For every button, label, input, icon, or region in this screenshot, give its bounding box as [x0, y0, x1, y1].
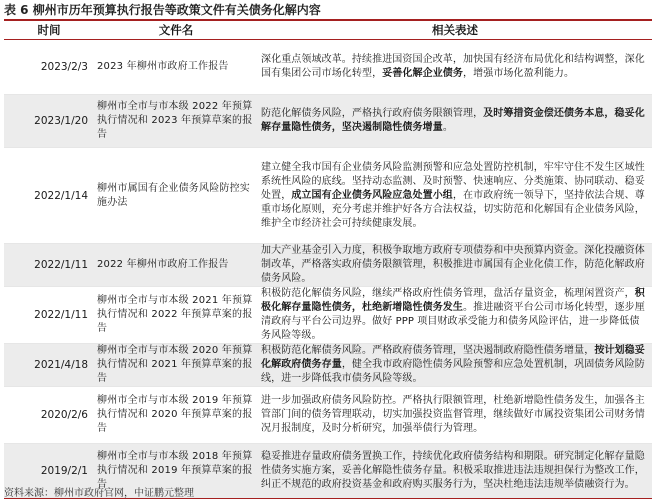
table-row	[4, 344, 652, 387]
table-header-row	[4, 20, 652, 40]
emphasis-text: 积极化解存量隐性债务，杜绝新增隐性债务发生	[261, 288, 645, 313]
row-desc	[258, 244, 652, 287]
row-desc	[258, 95, 652, 148]
row-doc: 柳州市全市与市本级 2022 年预算执行情况和 2023 年预算草案的报告	[94, 95, 258, 148]
row-desc	[258, 444, 652, 499]
row-doc: 柳州市全市与市本级 2020 年预算执行情况和 2021 年预算草案的报告	[94, 344, 258, 387]
source-note: 资料来源：柳州市政府官网，中证鹏元整理	[4, 488, 194, 499]
header-desc: 相关表述	[258, 20, 652, 40]
table-row	[4, 95, 652, 148]
header-doc: 文件名	[94, 20, 258, 40]
desc-text: ，健全我市政府隐性债务风险预警和应急处置机制，巩固债务风险防线，进一步降低我市债务风险等级。	[261, 359, 645, 384]
row-date: 2021/4/18	[4, 344, 94, 387]
row-doc: 2023 年柳州市政府工作报告	[94, 40, 258, 95]
desc-text: ，在市政府统一领导下，坚持依法合规、尊重市场化原则，充分考虑并维护好各方合法权益，切实防范和化解国有企业债务风险，维护全市经济社会可持续健康发展。	[261, 189, 645, 229]
table-title: 表 6 柳州市历年预算执行报告等政策文件有关债务化解内容	[4, 3, 321, 17]
desc-text: ，增强市场化盈利能力。	[463, 68, 575, 79]
desc-text: 。	[442, 122, 453, 133]
row-date: 2019/2/1	[4, 444, 94, 499]
header-time: 时间	[4, 20, 94, 40]
table-row	[4, 244, 652, 287]
row-doc: 柳州市全市与市本级 2018 年预算执行情况和 2019 年预算草案的报告	[94, 444, 258, 499]
row-desc	[258, 344, 652, 387]
emphasis-text: 成立国有企业债务风险应急处置小组	[291, 189, 453, 201]
row-desc	[258, 287, 652, 344]
desc-text: 防范化解债务风险，严格执行政府债务限额管理，	[261, 108, 484, 119]
desc-text: 建立健全我市国有企业债务风险监测预警和应急处置防控机制，牢牢守住不发生区域性系统性风险的底线。坚持动态监测、及时预警、快速响应、分类施策、协同联动、稳妥处置，	[261, 161, 645, 201]
emphasis-text: 及时筹措资金偿还债务本息，稳妥化解存量隐性债务，坚决遏制隐性债务增量	[261, 108, 645, 133]
table-row	[4, 287, 652, 344]
emphasis-text: 妥善化解企业债务	[382, 68, 464, 79]
table-row	[4, 148, 652, 244]
desc-text: 深化重点领域改革。持续推进国资国企改革，加快国有经济布局优化和结构调整，深化国有集团公司市场化转型，	[261, 54, 645, 79]
row-date: 2023/2/3	[4, 40, 94, 95]
desc-text: 。推进融资平台公司市场化转型，逐步厘清政府与平台公司边界。做好 PPP 项目财政承受能力和债务风险评估，进一步降低债务风险等级。	[261, 302, 645, 341]
row-date: 2023/1/20	[4, 95, 94, 148]
row-doc: 柳州市属国有企业债务风险防控实施办法	[94, 148, 258, 244]
row-date: 2020/2/6	[4, 387, 94, 444]
row-desc	[258, 387, 652, 444]
row-doc: 2022 年柳州市政府工作报告	[94, 244, 258, 287]
row-doc: 柳州市全市与市本级 2019 年预算执行情况和 2020 年预算草案的报告	[94, 387, 258, 444]
table-row	[4, 40, 652, 95]
table-row	[4, 387, 652, 444]
row-desc	[258, 148, 652, 244]
row-date: 2022/1/11	[4, 287, 94, 344]
desc-text: 积极防范化解债务风险，继续严格政府性债务管理，盘活存量资金，梳理闲置资产，	[261, 288, 635, 299]
row-date: 2022/1/14	[4, 148, 94, 244]
policy-table	[4, 19, 652, 499]
desc-text: 稳妥推进存量政府债务置换工作，持续优化政府债务结构和期限。研究制定化解存量隐性债务实施方案，妥善化解隐性债务存量。积极采取推进违法违规担保行为整改工作，纠正不规范的政府投资基金和政府购买服务行为，坚决杜绝违法违规举债融资行为。	[261, 451, 645, 490]
row-desc	[258, 40, 652, 95]
desc-text: 积极防范化解债务风险。严格政府债务管理，坚决遏制政府隐性债务增量，	[261, 345, 595, 356]
desc-text: 进一步加强政府债务风险防控。严格执行限额管理，杜绝新增隐性债务发生，加强各主管部门间的债务管理联动，切实加强投资监督管理，继续做好市属投资集团公司财务情况月报制度，及时分析研究，加强举债行为管理。	[261, 395, 645, 434]
row-date: 2022/1/11	[4, 244, 94, 287]
row-doc: 柳州市全市与市本级 2021 年预算执行情况和 2022 年预算草案的报告	[94, 287, 258, 344]
emphasis-text: 按计划稳妥化解政府债务存量	[261, 345, 645, 370]
desc-text: 加大产业基金引入力度，积极争取地方政府专项债券和中央预算内资金。深化投融资体制改革，严格落实政府债务限额管理，积极推进市属国有企业化债工作，防范化解政府债务风险。	[261, 245, 645, 284]
